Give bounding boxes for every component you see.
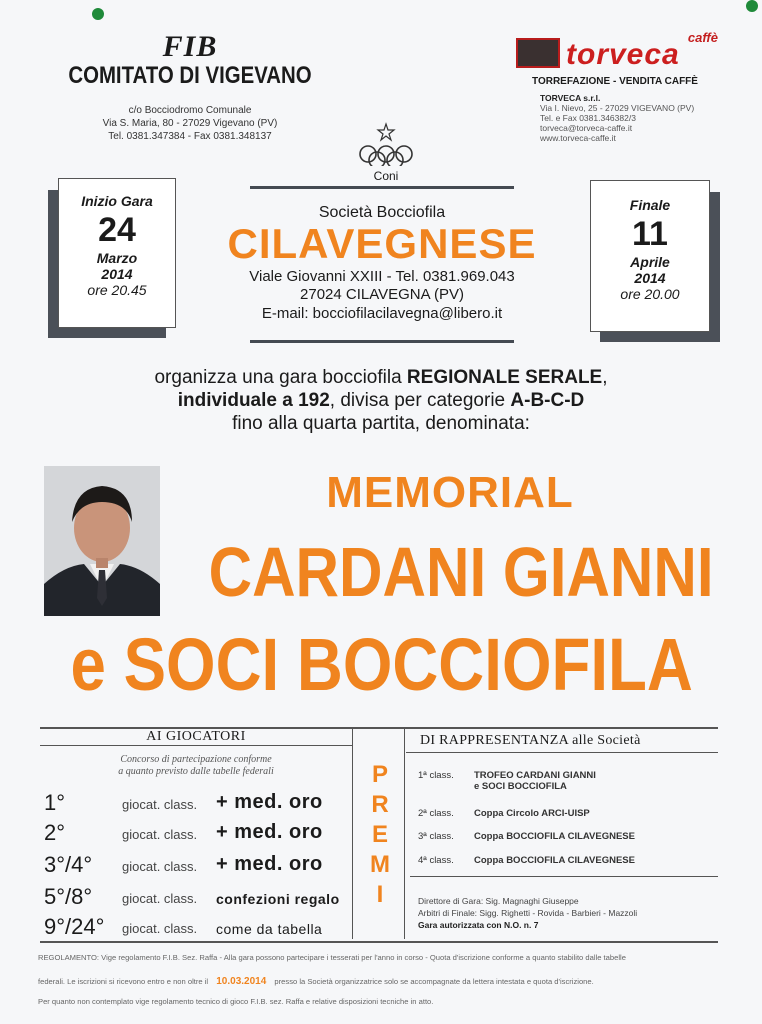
rank-prize: + med. oro	[216, 821, 323, 843]
torveca-logo-icon	[516, 38, 560, 68]
regulation-line-2: federali. Le iscrizioni si ricevono entro e non oltre il 10.03.2014 presso la Società organizzatrice solo se accompagnate da lettera intestata e quota d'iscrizione.	[38, 976, 594, 987]
club-address-1: Viale Giovanni XXIII - Tel. 0381.969.043	[249, 268, 515, 285]
authorization: Gara autorizzata con N.O. n. 7	[418, 920, 539, 930]
memorial-subtitle: e SOCI BOCCIOFILA	[70, 623, 693, 706]
society-prize-row: 2ª class. Coppa Circolo ARCI-UISP	[418, 808, 590, 819]
club-prefix: Società Bocciofila	[318, 204, 446, 221]
intro-text: organizza una gara bocciofila REGIONALE SERALE, individuale a 192, divisa per categorie A-B-C-D fino alla quarta partita, denominata:	[154, 367, 608, 434]
arbiters: Arbitri di Finale: Sigg. Righetti - Rovida - Barbieri - Mazzoli	[418, 908, 638, 918]
rank-class: giocat. class.	[122, 827, 198, 842]
rank-class: giocat. class.	[122, 891, 198, 906]
end-label: Finale	[629, 197, 671, 213]
regulation-line-3: Per quanto non contemplato vige regolamento tecnico di gioco F.I.B. sez. Raffa e relative disposizioni tecniche in atto.	[38, 997, 434, 1006]
societies-rule	[410, 876, 718, 877]
rank-prize: + med. oro	[216, 853, 323, 875]
players-title: AI GIOCATORI	[146, 729, 246, 744]
prize-row	[44, 820, 356, 850]
rank: 5°/8°	[44, 884, 93, 909]
societies-title-rule	[406, 752, 718, 753]
registration-deadline: 10.03.2014	[216, 976, 267, 987]
rank-prize: come da tabella	[216, 921, 323, 937]
premi-vertical: P R E M I	[370, 761, 390, 908]
societies-title: DI RAPPRESENTANZA alle Società	[420, 733, 641, 748]
committee-title: COMITATO DI VIGEVANO	[68, 62, 312, 89]
start-date-box	[58, 178, 176, 328]
start-year: 2014	[101, 266, 133, 282]
coni-logo	[346, 122, 426, 183]
rank: 9°/24°	[44, 914, 105, 939]
society-prize-row: 3ª class. Coppa BOCCIOFILA CILAVEGNESE	[418, 831, 635, 842]
club-address-2: 27024 CILAVEGNA (PV)	[300, 286, 464, 303]
sponsor-address: TORVECA s.r.l. Via I. Nievo, 25 - 27029 VIGEVANO (PV) Tel. e Fax 0381.346382/3 torveca@torveca-caffe.it www.torveca-caffe.it	[540, 93, 695, 143]
club-name: CILAVEGNESE	[227, 220, 537, 267]
players-note: Concorso di partecipazione conforme a quanto previsto dalle tabelle federali	[118, 754, 274, 777]
end-time: ore 20.00	[620, 286, 680, 302]
brand-name: torveca	[566, 38, 680, 71]
pushpin-icon	[746, 0, 758, 12]
players-title-rule	[40, 745, 352, 746]
portrait-photo	[44, 466, 160, 616]
brand-tagline: TORREFAZIONE - VENDITA CAFFÈ	[532, 76, 698, 87]
rank: 1°	[44, 790, 66, 815]
start-label: Inizio Gara	[81, 193, 153, 209]
club-block	[190, 204, 574, 322]
olympic-rings-icon	[346, 122, 426, 166]
fib-logo: FIB	[162, 30, 218, 63]
rank-prize: confezioni regalo	[216, 891, 340, 907]
start-month: Marzo	[96, 250, 138, 266]
sponsor-header	[512, 30, 732, 143]
rank: 3°/4°	[44, 852, 93, 877]
prize-row	[44, 852, 356, 882]
rank: 2°	[44, 820, 66, 845]
race-director: Direttore di Gara: Sig. Magnaghi Giuseppe	[418, 896, 579, 906]
end-year: 2014	[634, 270, 666, 286]
prize-row	[44, 790, 356, 820]
memorial-name: CARDANI GIANNI	[208, 533, 714, 611]
society-prize-row: 1ª class. TROFEO CARDANI GIANNI e SOCI BOCCIOFILA	[418, 770, 596, 792]
end-day: 11	[632, 215, 668, 253]
prize-row	[44, 914, 356, 944]
divider	[250, 186, 514, 189]
rank-class: giocat. class.	[122, 859, 198, 874]
officials	[418, 895, 718, 931]
end-date-box	[590, 180, 710, 332]
club-email: E-mail: bocciofilacilavegna@libero.it	[261, 305, 503, 322]
society-prize-row: 4ª class. Coppa BOCCIOFILA CILAVEGNESE	[418, 855, 635, 866]
rank-prize: + med. oro	[216, 791, 323, 813]
rank-class: giocat. class.	[122, 797, 198, 812]
start-time: ore 20.45	[87, 282, 147, 298]
table-divider	[404, 729, 405, 939]
prize-row	[44, 884, 356, 914]
coni-label: Coni	[373, 169, 399, 183]
regulation-footer	[38, 952, 724, 1008]
fib-address: c/o Bocciodromo Comunale Via S. Maria, 80 - 27029 Vigevano (PV) Tel. 0381.347384 - Fax 0381.348137	[102, 105, 278, 142]
memorial-title: MEMORIAL	[326, 468, 574, 517]
divider	[250, 340, 514, 343]
regulation-line-1: REGOLAMENTO: Vige regolamento F.I.B. Sez. Raffa - Alla gara possono partecipare i tesserati per l'anno in corso - Quota d'iscrizione conforme a quanto stabilito dalle tabelle	[38, 953, 626, 962]
pushpin-icon	[92, 8, 104, 20]
start-day: 24	[98, 211, 136, 249]
end-month: Aprile	[630, 254, 670, 270]
fib-header	[40, 30, 340, 143]
brand-tag: caffè	[687, 30, 718, 45]
portrait-person-icon	[44, 466, 160, 616]
rank-class: giocat. class.	[122, 921, 198, 936]
